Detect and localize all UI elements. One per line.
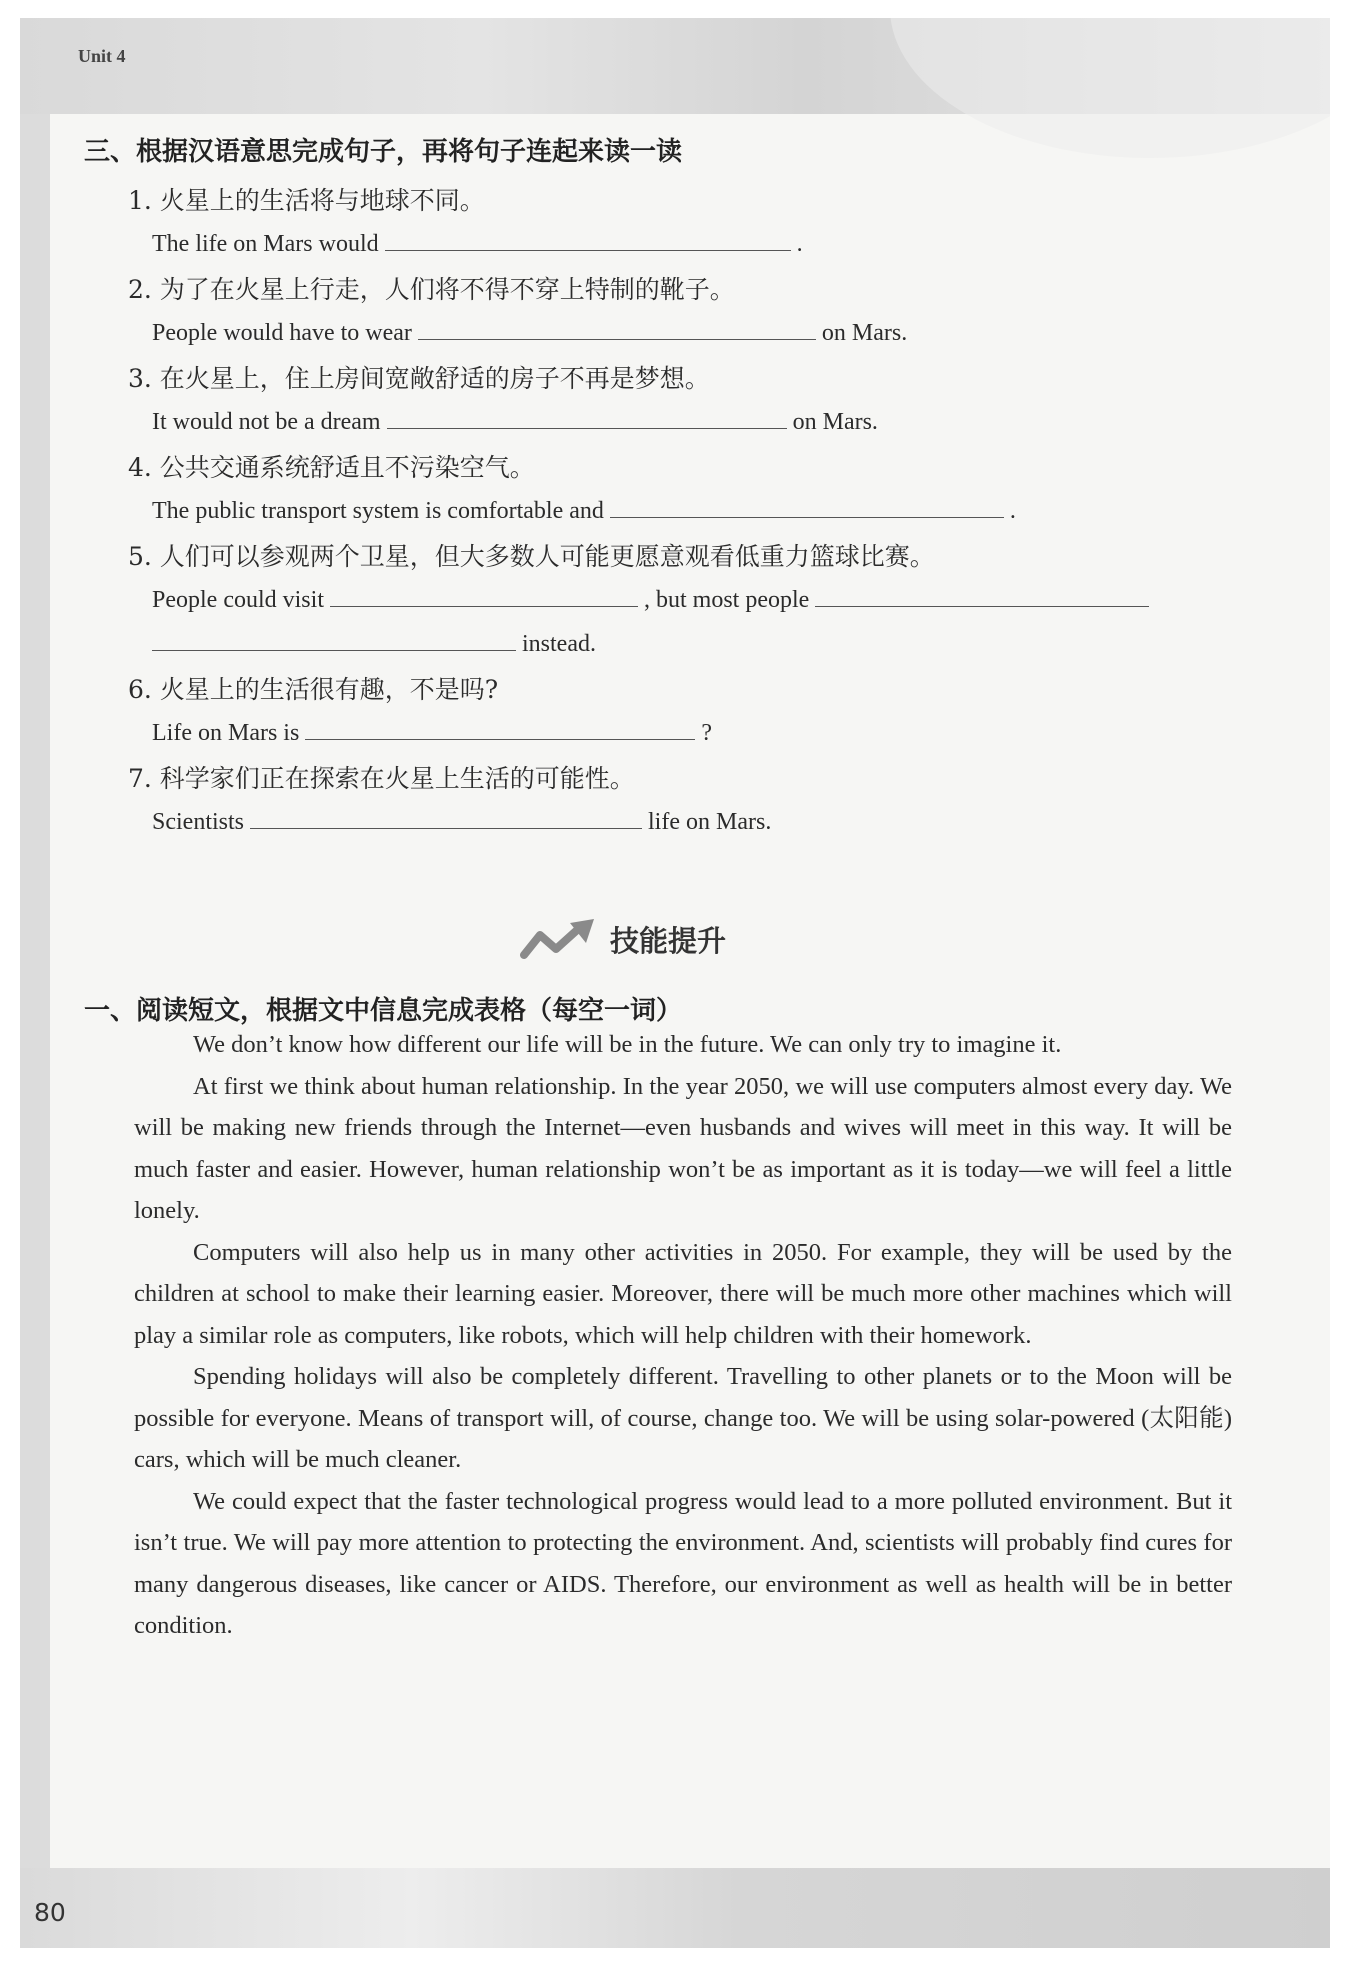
unit-label: Unit 4 xyxy=(78,46,126,66)
footer-band xyxy=(20,1868,1330,1948)
skills-heading-title: 技能提升 xyxy=(610,924,727,958)
skills-heading xyxy=(520,915,820,965)
q2-text: People would have to wear xyxy=(152,320,412,346)
q7-end: life on Mars. xyxy=(648,809,772,835)
upward-trend-arrow-icon xyxy=(520,915,610,965)
left-margin-strip xyxy=(20,114,50,1894)
q3-english xyxy=(152,404,878,436)
q4-english xyxy=(152,493,1016,525)
q6-text: Life on Mars is xyxy=(152,720,300,746)
workbook-page xyxy=(20,18,1330,1948)
q4-text: The public transport system is comfortable and xyxy=(152,498,604,524)
q1-english xyxy=(152,226,803,258)
q6-blank[interactable] xyxy=(305,715,695,740)
q6-chinese: 6. 火星上的生活很有趣，不是吗? xyxy=(128,675,499,704)
reading-passage xyxy=(134,1024,1232,1647)
q7-chinese: 7. 科学家们正在探索在火星上生活的可能性。 xyxy=(128,764,635,793)
q4-end: . xyxy=(1009,498,1016,524)
page-number: 80 xyxy=(34,1898,66,1927)
passage-paragraph-3: Computers will also help us in many other activities in 2050. For example, they will be used by the children at school to make their learning easier. Moreover, there will be much more other machines which will play a similar role as computers, like robots, which will help children with their homework. xyxy=(134,1238,1232,1349)
passage-paragraph-5: We could expect that the faster technological progress would lead to a more polluted environment. But it isn’t true. We will pay more attention to protecting the environment. And, scientists will probably find cures for many dangerous diseases, like cancer or AIDS. Therefore, our environment as well as health will be in better condition. xyxy=(134,1487,1232,1639)
q7-english xyxy=(152,804,771,836)
q7-text: Scientists xyxy=(152,809,245,835)
q2-english xyxy=(152,315,907,347)
section3-title: 三、根据汉语意思完成句子，再将句子连起来读一读 xyxy=(84,137,683,167)
section1-title: 一、阅读短文，根据文中信息完成表格（每空一词） xyxy=(84,996,683,1026)
passage-paragraph-4: Spending holidays will also be completely different. Travelling to other planets or to the Moon will be possible for everyone. Means of transport will, of course, change too. We will be using solar-powered (太阳能) cars, which will be much cleaner. xyxy=(134,1363,1232,1473)
q7-blank[interactable] xyxy=(250,804,642,829)
q5-blank-2[interactable] xyxy=(815,582,1149,607)
q5-chinese: 5. 人们可以参观两个卫星，但大多数人可能更愿意观看低重力篮球比赛。 xyxy=(128,542,935,571)
q3-text: It would not be a dream xyxy=(152,409,381,435)
header-band xyxy=(20,18,1330,114)
q5-english-line2 xyxy=(152,626,596,658)
q4-blank[interactable] xyxy=(610,493,1004,518)
q1-text: The life on Mars would xyxy=(152,231,379,257)
q5-middle: , but most people xyxy=(643,587,810,613)
q1-chinese: 1. 火星上的生活将与地球不同。 xyxy=(128,186,485,215)
q5-text: People could visit xyxy=(152,587,324,613)
passage-paragraph-1: We don’t know how different our life will be in the future. We can only try to imagine it. xyxy=(193,1031,1062,1058)
q3-blank[interactable] xyxy=(387,404,787,429)
q5-blank-3[interactable] xyxy=(152,626,516,651)
q2-blank[interactable] xyxy=(418,315,816,340)
q5-blank-1[interactable] xyxy=(330,582,638,607)
q1-blank[interactable] xyxy=(385,226,791,251)
q4-chinese: 4. 公共交通系统舒适且不污染空气。 xyxy=(128,453,535,482)
q6-end: ? xyxy=(701,720,712,746)
q5-end: instead. xyxy=(522,631,596,657)
q2-end: on Mars. xyxy=(821,320,908,346)
passage-paragraph-2: At first we think about human relationship. In the year 2050, we will use computers almost every day. We will be making new friends through the Internet—even husbands and wives will meet in this way. It will be much faster and easier. However, human relationship won’t be as important as it is today—we will feel a little lonely. xyxy=(134,1072,1232,1224)
q2-chinese: 2. 为了在火星上行走，人们将不得不穿上特制的靴子。 xyxy=(128,275,735,304)
q3-chinese: 3. 在火星上，住上房间宽敞舒适的房子不再是梦想。 xyxy=(128,364,710,393)
q6-english xyxy=(152,715,712,747)
q1-end: . xyxy=(796,231,803,257)
q5-english-line1 xyxy=(152,582,1155,614)
q3-end: on Mars. xyxy=(792,409,878,435)
